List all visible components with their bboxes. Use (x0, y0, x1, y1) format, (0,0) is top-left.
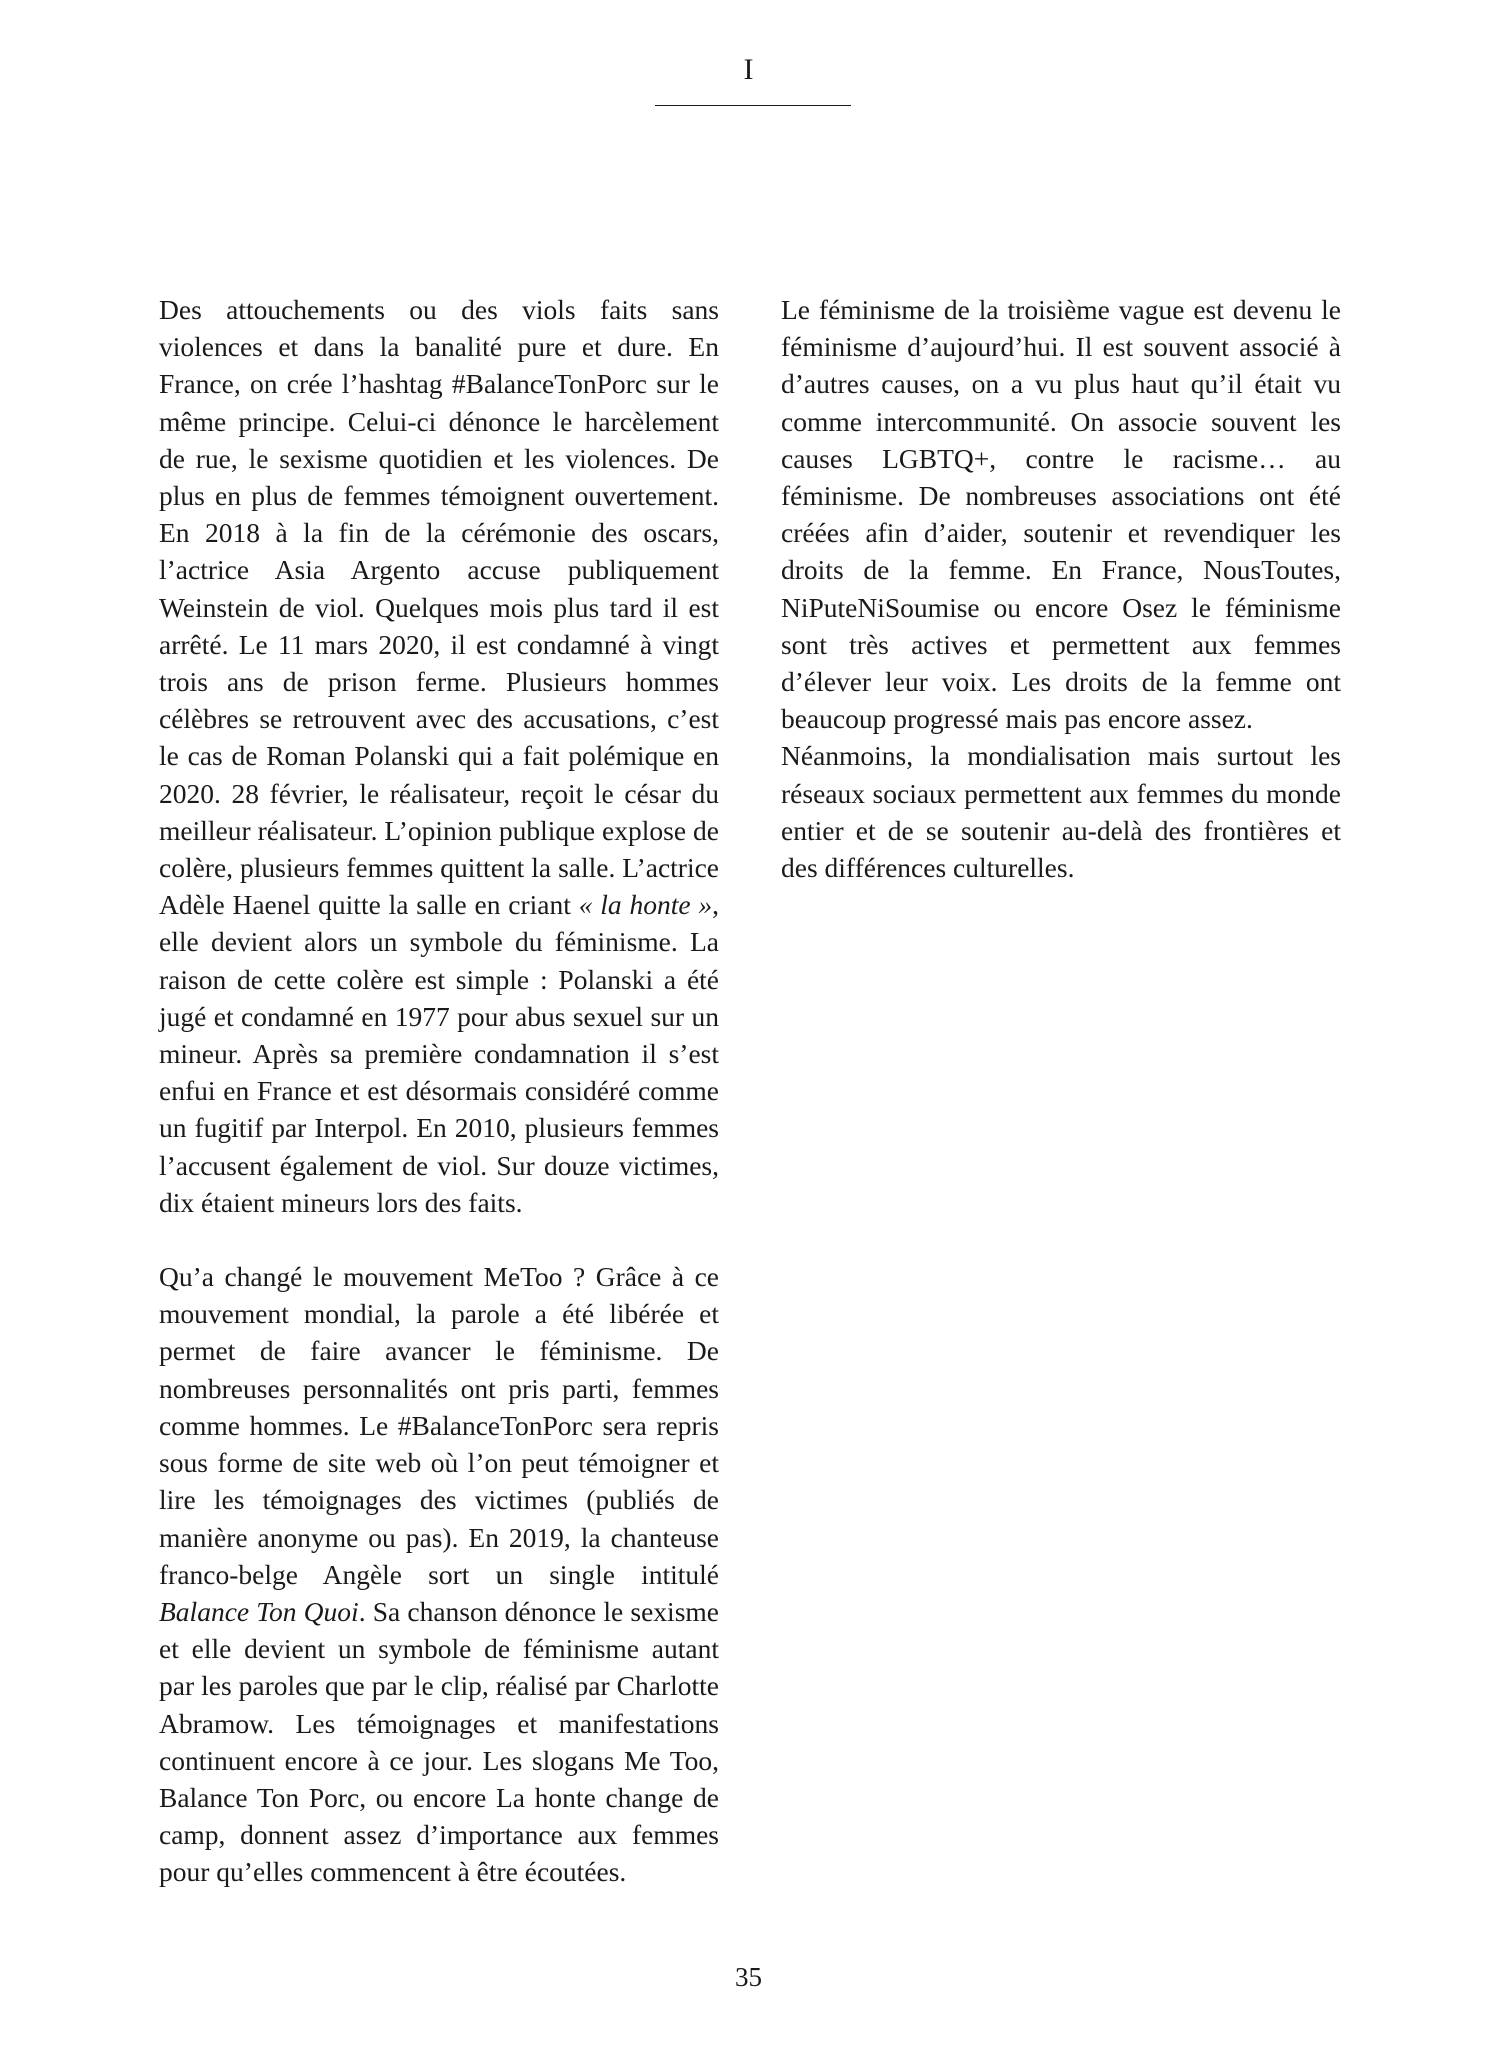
paragraph-text: Qu’a changé le mouvement MeToo ? Grâce à ce mouvement mondial, la parole a été libérée et permet de faire avancer le féminisme. De nombreuses personnalités ont pris parti, femmes comme hommes. Le #BalanceTonPorc sera repris sous forme de site web où l’on peut témoigner et lire les témoignages des victimes (publiés de manière anonyme ou pas). En 2019, la chanteuse franco-belge Angèle sort un single intitulé (159, 1261, 719, 1590)
body-paragraph (159, 291, 719, 1221)
paragraph-text: , elle devient alors un symbole du féminisme. La raison de cette colère est simple : Polanski a été jugé et condamné en 1977 pour abus sexuel sur un mineur. Après sa première condamnation il s’est enfui en France et est désormais considéré comme un fugitif par Interpol. En 2010, plusieurs femmes l’accusent également de viol. Sur douze victimes, dix étaient mineurs lors des faits. (159, 889, 720, 1218)
page-number: 35 (735, 1962, 762, 1992)
left-column (159, 291, 719, 1891)
body-paragraph: Le féminisme de la troisième vague est devenu le féminisme d’aujourd’hui. Il est souvent associé à d’autres causes, on a vu plus haut qu’il était vu comme intercommunité. On associe souvent les causes LGBTQ+, contre le racisme… au féminisme. De nombreuses associations ont été créées afin d’aider, soutenir et revendiquer les droits de la femme. En France, NousToutes, NiPuteNiSoumise ou encore Osez le féminisme sont très actives et permettent aux femmes d’élever leur voix. Les droits de la femme ont beaucoup progressé mais pas encore assez. (781, 294, 1341, 735)
paragraph-text: Des attouchements ou des viols faits sans violences et dans la banalité pure et dure. En France, on crée l’hashtag #BalanceTonPorc sur le même principe. Celui-ci dénonce le harcèlement de rue, le sexisme quotidien et les violences. De plus en plus de femmes témoignent ouvertement. En 2018 à la fin de la cérémonie des oscars, l’actrice Asia Argento accuse publiquement Weinstein de viol. Quelques mois plus tard il est arrêté. Le 11 mars 2020, il est condamné à vingt trois ans de prison ferme. Plusieurs hommes célèbres se retrouvent avec des accusations, c’est le cas de Roman Polanski qui a fait polémique en 2020. 28 février, le réalisateur, reçoit le césar du meilleur réalisateur. L’opinion publique explose de colère, plusieurs femmes quittent la salle. L’actrice Adèle Haenel quitte la salle en criant (159, 294, 719, 921)
chapter-header (0, 52, 1497, 88)
right-column (781, 291, 1341, 886)
italic-quote: « la honte » (578, 889, 713, 921)
body-paragraph: Néanmoins, la mondialisation mais surtout les réseaux sociaux permettent aux femmes du monde entier et de se soutenir au-delà des frontières et des différences culturelles. (781, 740, 1341, 884)
chapter-numeral: I (743, 53, 754, 86)
header-divider (655, 105, 851, 106)
italic-title: Balance Ton Quoi (159, 1595, 359, 1627)
body-paragraph (159, 1258, 719, 1890)
paragraph-text: . Sa chanson dénonce le sexisme et elle devient un symbole de féminisme autant par les paroles que par le clip, réalisé par Charlotte Abramow. Les témoignages et manifestations continuent encore à ce jour. Les slogans Me Too, Balance Ton Porc, ou encore La honte change de camp, donnent assez d’importance aux femmes pour qu’elles commencent à être écoutées. (159, 1595, 719, 1888)
